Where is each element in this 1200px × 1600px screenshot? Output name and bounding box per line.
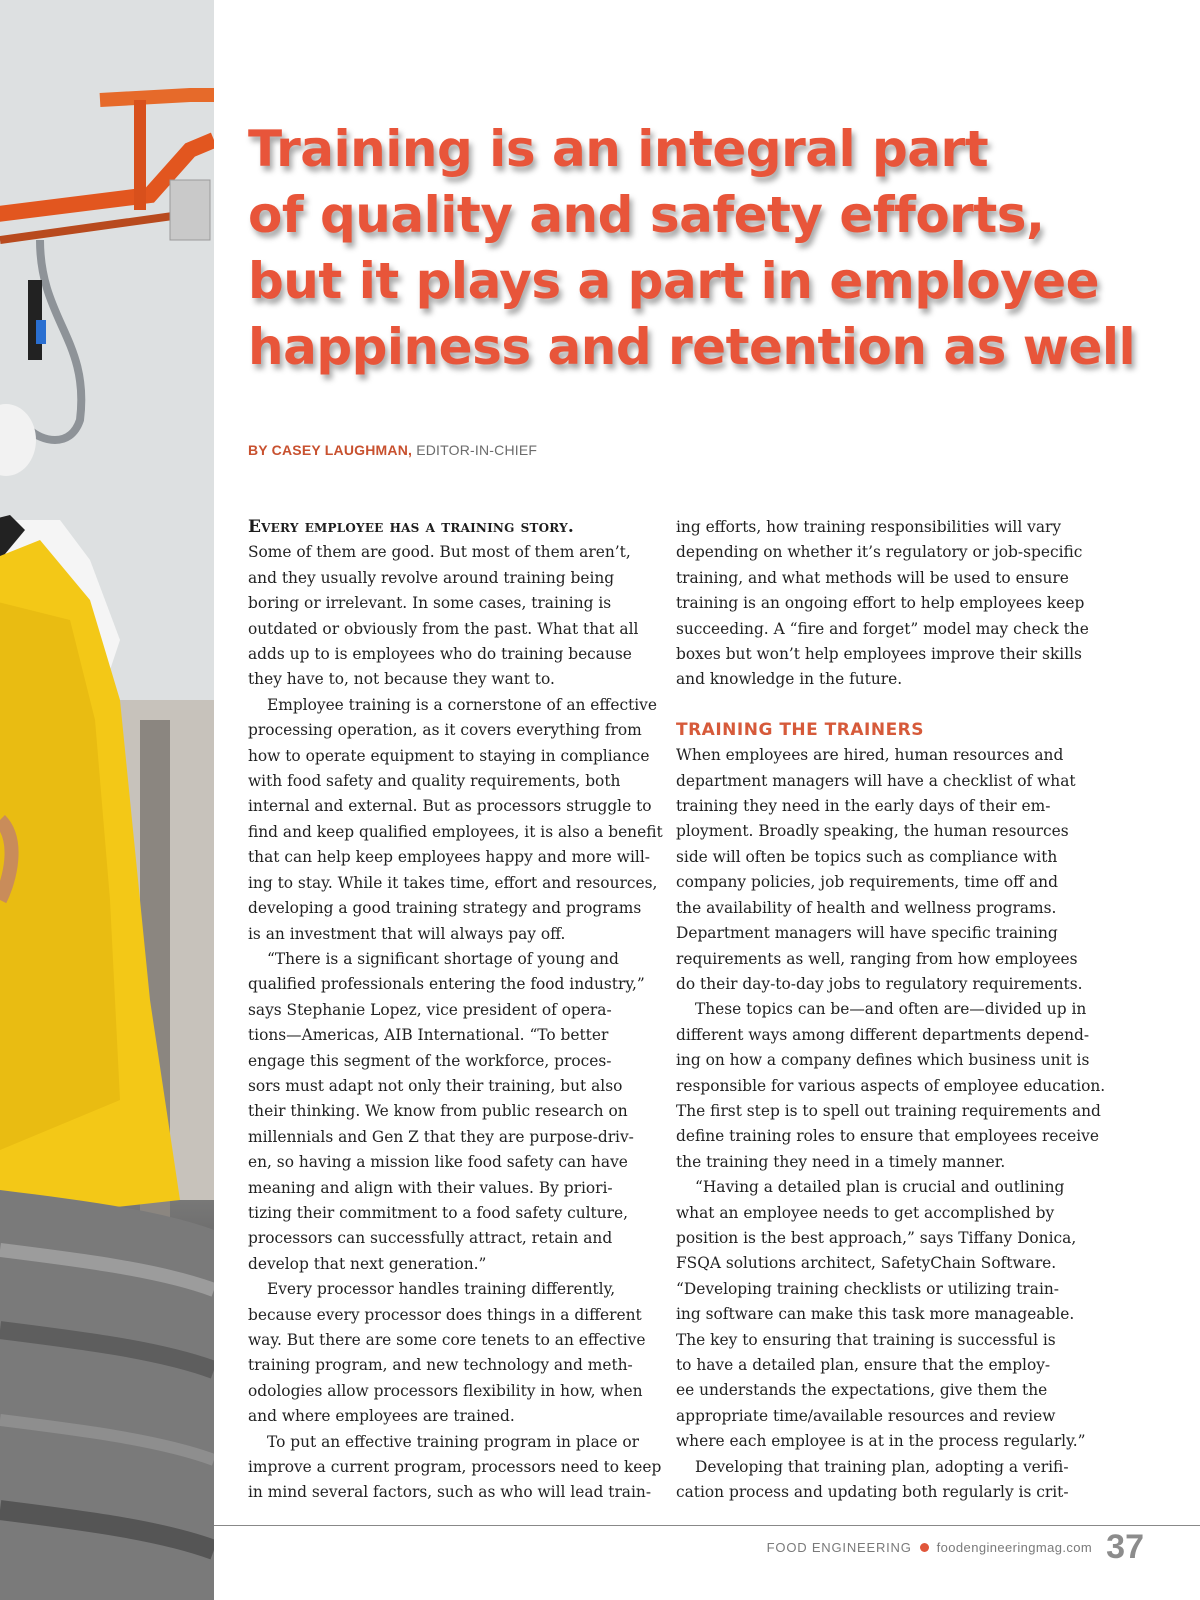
body-line: find and keep qualified employees, it is also a benefit — [248, 822, 663, 841]
body-line: because every processor does things in a different — [248, 1305, 642, 1324]
body-line: where each employee is at in the process regularly.” — [676, 1432, 1086, 1451]
body-line: training is an ongoing effort to help employees keep — [676, 594, 1085, 613]
body-line: tions—Americas, AIB International. “To better — [248, 1026, 609, 1045]
body-line: Employee training is a cornerstone of an effective — [267, 695, 657, 714]
headline-line: happiness and retention as well — [248, 318, 1136, 376]
body-line: internal and external. But as processors struggle to — [248, 797, 652, 816]
body-line: These topics can be—and often are—divided up in — [695, 1000, 1087, 1019]
body-line: developing a good training strategy and programs — [248, 899, 642, 918]
body-line: training they need in the early days of their em- — [676, 797, 1051, 816]
body-line: tizing their commitment to a food safety culture, — [248, 1203, 628, 1222]
body-line: to have a detailed plan, ensure that the employ- — [676, 1356, 1051, 1374]
magazine-name: FOOD ENGINEERING — [766, 1540, 912, 1555]
byline — [248, 442, 537, 458]
body-line: “There is a significant shortage of young and — [267, 949, 619, 968]
body-line: that can help keep employees happy and more will- — [248, 848, 650, 867]
body-line: Every processor handles training differently, — [267, 1280, 616, 1299]
footer-rule — [214, 1525, 1200, 1526]
body-line: Some of them are good. But most of them aren’t, — [248, 543, 631, 562]
headline-line: Training is an integral part — [248, 120, 989, 178]
body-line: side will often be topics such as compliance with — [676, 847, 1058, 866]
author-name: BY CASEY LAUGHMAN, — [248, 442, 413, 458]
body-line: ing on how a company defines which business unit is — [676, 1051, 1090, 1070]
body-line: “Developing training checklists or utilizing train- — [676, 1279, 1059, 1298]
body-line: department managers will have a checklist of what — [676, 771, 1076, 790]
page-number: 37 — [1106, 1528, 1144, 1566]
body-line: sors must adapt not only their training, but also — [248, 1076, 623, 1095]
body-line: appropriate time/available resources and review — [676, 1406, 1056, 1425]
body-line: To put an effective training program in place or — [267, 1432, 640, 1451]
headline-line: of quality and safety efforts, — [248, 186, 1045, 244]
body-line: position is the best approach,” says Tiffany Donica, — [676, 1228, 1077, 1247]
body-line: different ways among different departments depend- — [676, 1025, 1090, 1044]
body-line: way. But there are some core tenets to an effective — [248, 1331, 646, 1349]
body-line: says Stephanie Lopez, vice president of opera- — [248, 1000, 612, 1019]
body-line: When employees are hired, human resources and — [676, 746, 1064, 765]
body-line: “Having a detailed plan is crucial and outlining — [695, 1178, 1065, 1197]
body-line: outdated or obviously from the past. What that all — [248, 619, 639, 638]
magazine-url: foodengineeringmag.com — [936, 1540, 1093, 1555]
body-line: training program, and new technology and meth- — [248, 1356, 633, 1375]
body-line: depending on whether it’s regulatory or job-specific — [676, 543, 1083, 562]
body-line: they have to, not because they want to. — [248, 670, 555, 689]
body-line: responsible for various aspects of employee education. — [676, 1076, 1106, 1095]
body-line: succeeding. A “fire and forget” model may check the — [676, 619, 1089, 638]
body-line: Department managers will have specific training — [676, 924, 1058, 943]
author-role: EDITOR-IN-CHIEF — [412, 442, 538, 458]
body-line: how to operate equipment to staying in compliance — [248, 746, 650, 765]
body-line: meaning and align with their values. By priori- — [248, 1178, 613, 1197]
body-line: requirements as well, ranging from how employees — [676, 949, 1078, 968]
body-line: en, so having a mission like food safety can have — [248, 1153, 628, 1172]
body-line: boxes but won’t help employees improve their skills — [676, 645, 1082, 664]
body-line: boring or irrelevant. In some cases, training is — [248, 594, 612, 613]
body-line: define training roles to ensure that employees receive — [676, 1127, 1099, 1146]
body-line: training, and what methods will be used to ensure — [676, 568, 1069, 587]
lead-in: Every employee has a training story. — [248, 517, 574, 537]
body-line: and knowledge in the future. — [676, 670, 903, 689]
body-line: do their day-to-day jobs to regulatory requirements. — [676, 974, 1083, 993]
bullet-dot-icon — [920, 1543, 929, 1552]
body-line: odologies allow processors flexibility in how, when — [248, 1381, 643, 1400]
body-line: The first step is to spell out training requirements and — [676, 1101, 1101, 1120]
body-line: cation process and updating both regularly is crit- — [676, 1483, 1069, 1502]
headline — [248, 116, 1148, 380]
cover-photo — [0, 0, 214, 1600]
body-line: and where employees are trained. — [248, 1407, 515, 1426]
body-line: the training they need in a timely manner. — [676, 1152, 1006, 1171]
body-line: ing software can make this task more manageable. — [676, 1305, 1075, 1324]
article-column-right — [676, 515, 1106, 1505]
article-column-left — [248, 515, 663, 1506]
body-line: ing to stay. While it takes time, effort and resources, — [248, 873, 658, 892]
body-line: ployment. Broadly speaking, the human resources — [676, 822, 1069, 841]
body-line: the availability of health and wellness programs. — [676, 898, 1057, 917]
body-line: develop that next generation.” — [248, 1254, 487, 1273]
body-line: and they usually revolve around training being — [248, 568, 615, 587]
body-line: The key to ensuring that training is successful is — [676, 1330, 1056, 1349]
body-line: millennials and Gen Z that they are purpose-driv- — [248, 1127, 634, 1146]
body-line: is an investment that will always pay off. — [248, 924, 566, 943]
body-line: ee understands the expectations, give them the — [676, 1381, 1048, 1400]
body-line: with food safety and quality requirements, both — [248, 772, 621, 791]
body-line: engage this segment of the workforce, proces- — [248, 1051, 612, 1070]
headline-line: but it plays a part in employee — [248, 252, 1100, 310]
body-line: what an employee needs to get accomplished by — [676, 1203, 1055, 1222]
body-line: adds up to is employees who do training because — [248, 645, 632, 664]
body-line: in mind several factors, such as who will lead train- — [248, 1483, 652, 1502]
body-line: processors can successfully attract, retain and — [248, 1229, 613, 1248]
body-line: company policies, job requirements, time off and — [676, 873, 1058, 892]
body-line: improve a current program, processors need to keep — [248, 1458, 662, 1477]
body-line: processing operation, as it covers everything from — [248, 721, 642, 740]
body-line: their thinking. We know from public research on — [248, 1102, 628, 1121]
body-line: ing efforts, how training responsibilities will vary — [676, 518, 1062, 536]
section-subhead: TRAINING THE TRAINERS — [676, 719, 925, 740]
body-line: qualified professionals entering the food industry,” — [248, 975, 645, 994]
page-footer — [767, 1528, 1144, 1567]
body-line: FSQA solutions architect, SafetyChain Software. — [676, 1254, 1057, 1273]
body-line: Developing that training plan, adopting a verifi- — [695, 1457, 1069, 1476]
